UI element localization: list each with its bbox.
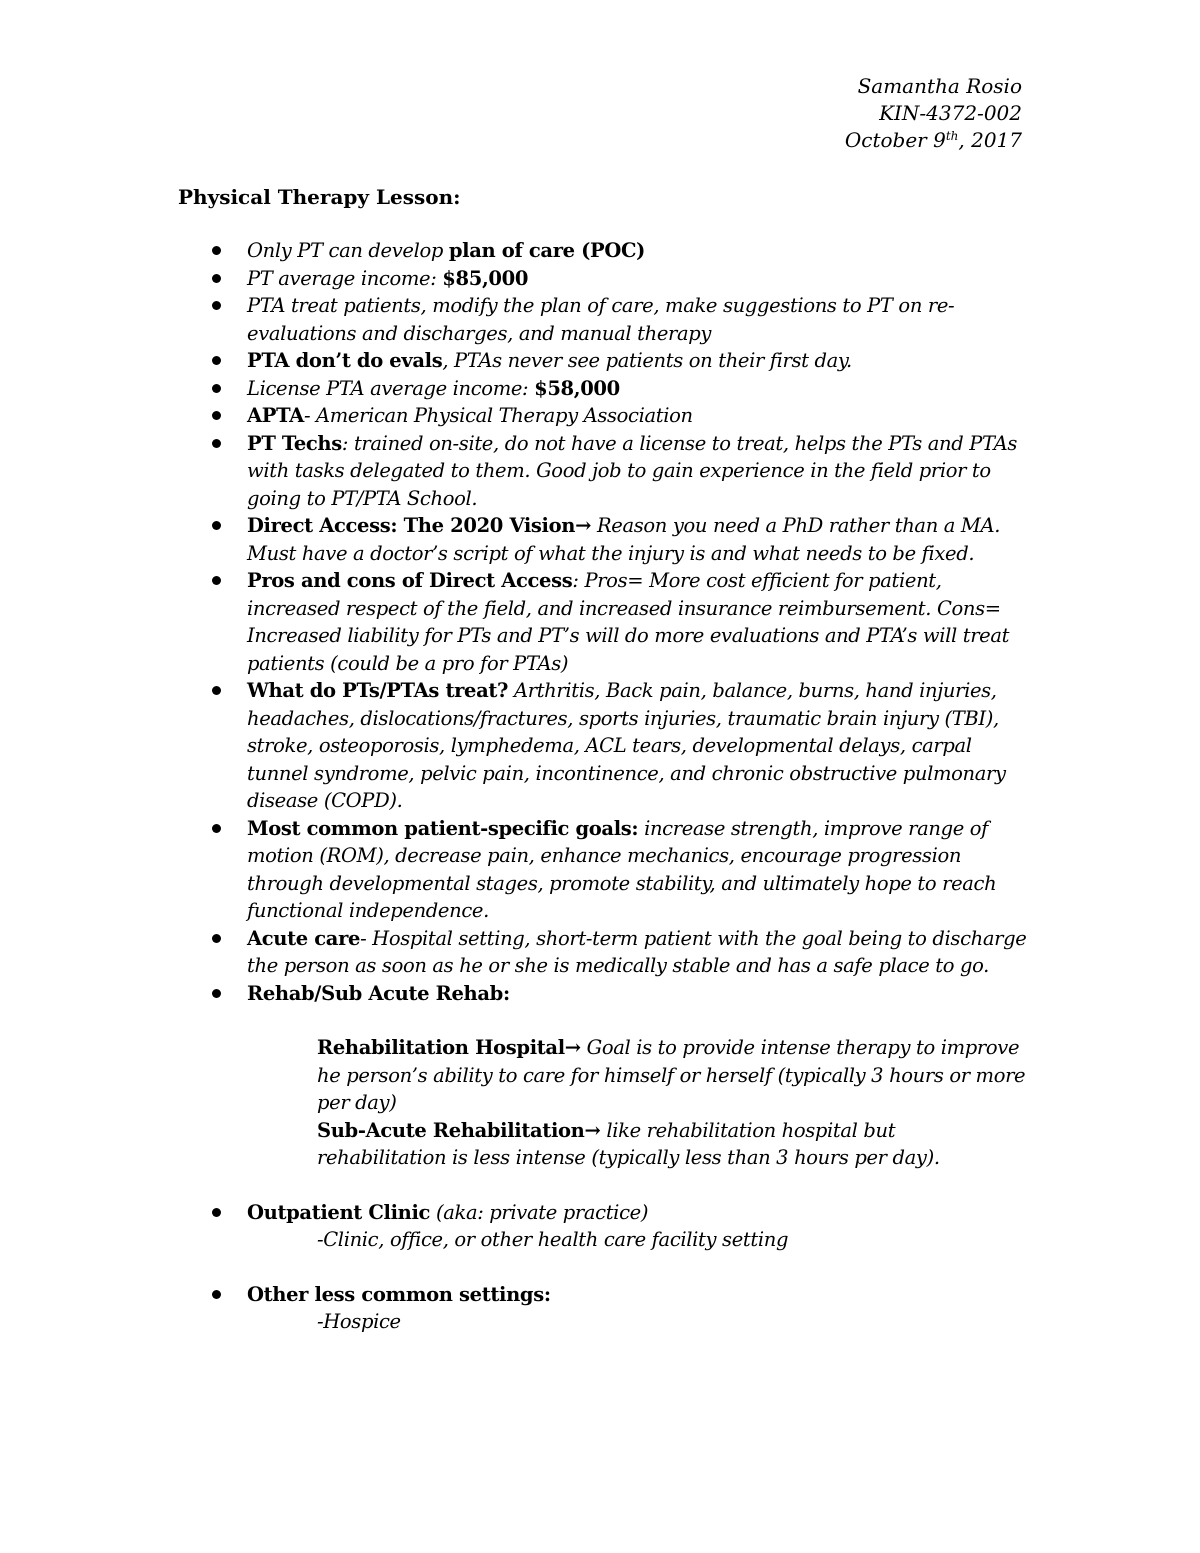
- rehabilitation-hospital-note: Rehabilitation Hospital→ Goal is to provide intense therapy to improve he person’s ability to care for himself or herself (typically 3 hours or more per day): [317, 1036, 1026, 1114]
- bullet-icon: [212, 411, 221, 420]
- list-item: Outpatient Clinic (aka: private practice) -Clinic, office, or other health care facility setting: [178, 1199, 1028, 1254]
- arrow-icon: →: [575, 514, 592, 537]
- list-item: License PTA average income: $58,000: [178, 375, 1028, 403]
- bullet-icon: [212, 824, 221, 833]
- author-name: Samantha Rosio: [857, 74, 1022, 98]
- bullet-icon: [212, 1208, 221, 1217]
- bullet-icon: [212, 246, 221, 255]
- list-item: PT average income: $85,000: [178, 265, 1028, 293]
- list-item: PT Techs: trained on-site, do not have a license to treat, helps the PTs and PTAs with tasks delegated to them. Good job to gain experience in the field prior to going to PT/PTA School.: [178, 430, 1028, 513]
- bullet-icon: [212, 686, 221, 695]
- list-item: PTA don’t do evals, PTAs never see patients on their first day.: [178, 347, 1028, 375]
- bullet-icon: [212, 356, 221, 365]
- arrow-icon: →: [584, 1118, 601, 1142]
- arrow-icon: →: [564, 1036, 581, 1059]
- list-item: PTA treat patients, modify the plan of care, make suggestions to PT on re-evaluations and discharges, and manual therapy: [178, 292, 1028, 347]
- sub-acute-rehabilitation-note: Sub-Acute Rehabilitation→ like rehabilitation hospital but rehabilitation is less intense (typically less than 3 hours per day).: [317, 1118, 940, 1169]
- lesson-bullet-list: [178, 237, 1028, 1336]
- header-block: [622, 73, 1022, 154]
- bullet-icon: [212, 989, 221, 998]
- list-item: Acute care- Hospital setting, short-term patient with the goal being to discharge the person as soon as he or she is medically stable and has a safe place to go.: [178, 925, 1028, 980]
- list-item: Only PT can develop plan of care (POC): [178, 237, 1028, 265]
- other-settings-detail: -Hospice: [317, 1310, 401, 1333]
- bullet-icon: [212, 274, 221, 283]
- page-title: Physical Therapy Lesson:: [178, 185, 461, 209]
- list-item: Direct Access: The 2020 Vision→ Reason you need a PhD rather than a MA. Must have a doctor’s script of what the injury is and what needs to be fixed.: [178, 512, 1028, 567]
- bullet-icon: [212, 934, 221, 943]
- outpatient-detail: -Clinic, office, or other health care facility setting: [317, 1228, 789, 1251]
- list-item: Most common patient-specific goals: increase strength, improve range of motion (ROM), decrease pain, enhance mechanics, encourage progression through developmental stages, promote stability, and ultimately hope to reach functional independence.: [178, 815, 1028, 925]
- list-item: APTA- American Physical Therapy Association: [178, 402, 1028, 430]
- course-code: KIN-4372-002: [879, 101, 1022, 125]
- list-item: Pros and cons of Direct Access: Pros= More cost efficient for patient, increased respect of the field, and increased insurance reimbursement. Cons= Increased liability for PTs and PT’s will do more evaluations and PTA’s will treat patients (could be a pro for PTAs): [178, 567, 1028, 677]
- bullet-icon: [212, 1290, 221, 1299]
- list-item: Rehab/Sub Acute Rehab: Rehabilitation Hospital→ Goal is to provide intense therapy to improve he person’s ability to care for himself or herself (typically 3 hours or more per day) Sub-Acute Rehabilitation→ like rehabilitation hospital but rehabilitation is less intense (typically less than 3 hours per day).: [178, 980, 1028, 1172]
- list-item: Other less common settings: -Hospice: [178, 1281, 1028, 1336]
- bullet-icon: [212, 576, 221, 585]
- bullet-icon: [212, 439, 221, 448]
- bullet-icon: [212, 384, 221, 393]
- bullet-icon: [212, 301, 221, 310]
- bullet-icon: [212, 521, 221, 530]
- list-item: What do PTs/PTAs treat? Arthritis, Back pain, balance, burns, hand injuries, headaches, dislocations/fractures, sports injuries, traumatic brain injury (TBI), stroke, osteoporosis, lymphedema, ACL tears, developmental delays, carpal tunnel syndrome, pelvic pain, incontinence, and chronic obstructive pulmonary disease (COPD).: [178, 677, 1028, 815]
- date: October 9th, 2017: [844, 128, 1022, 152]
